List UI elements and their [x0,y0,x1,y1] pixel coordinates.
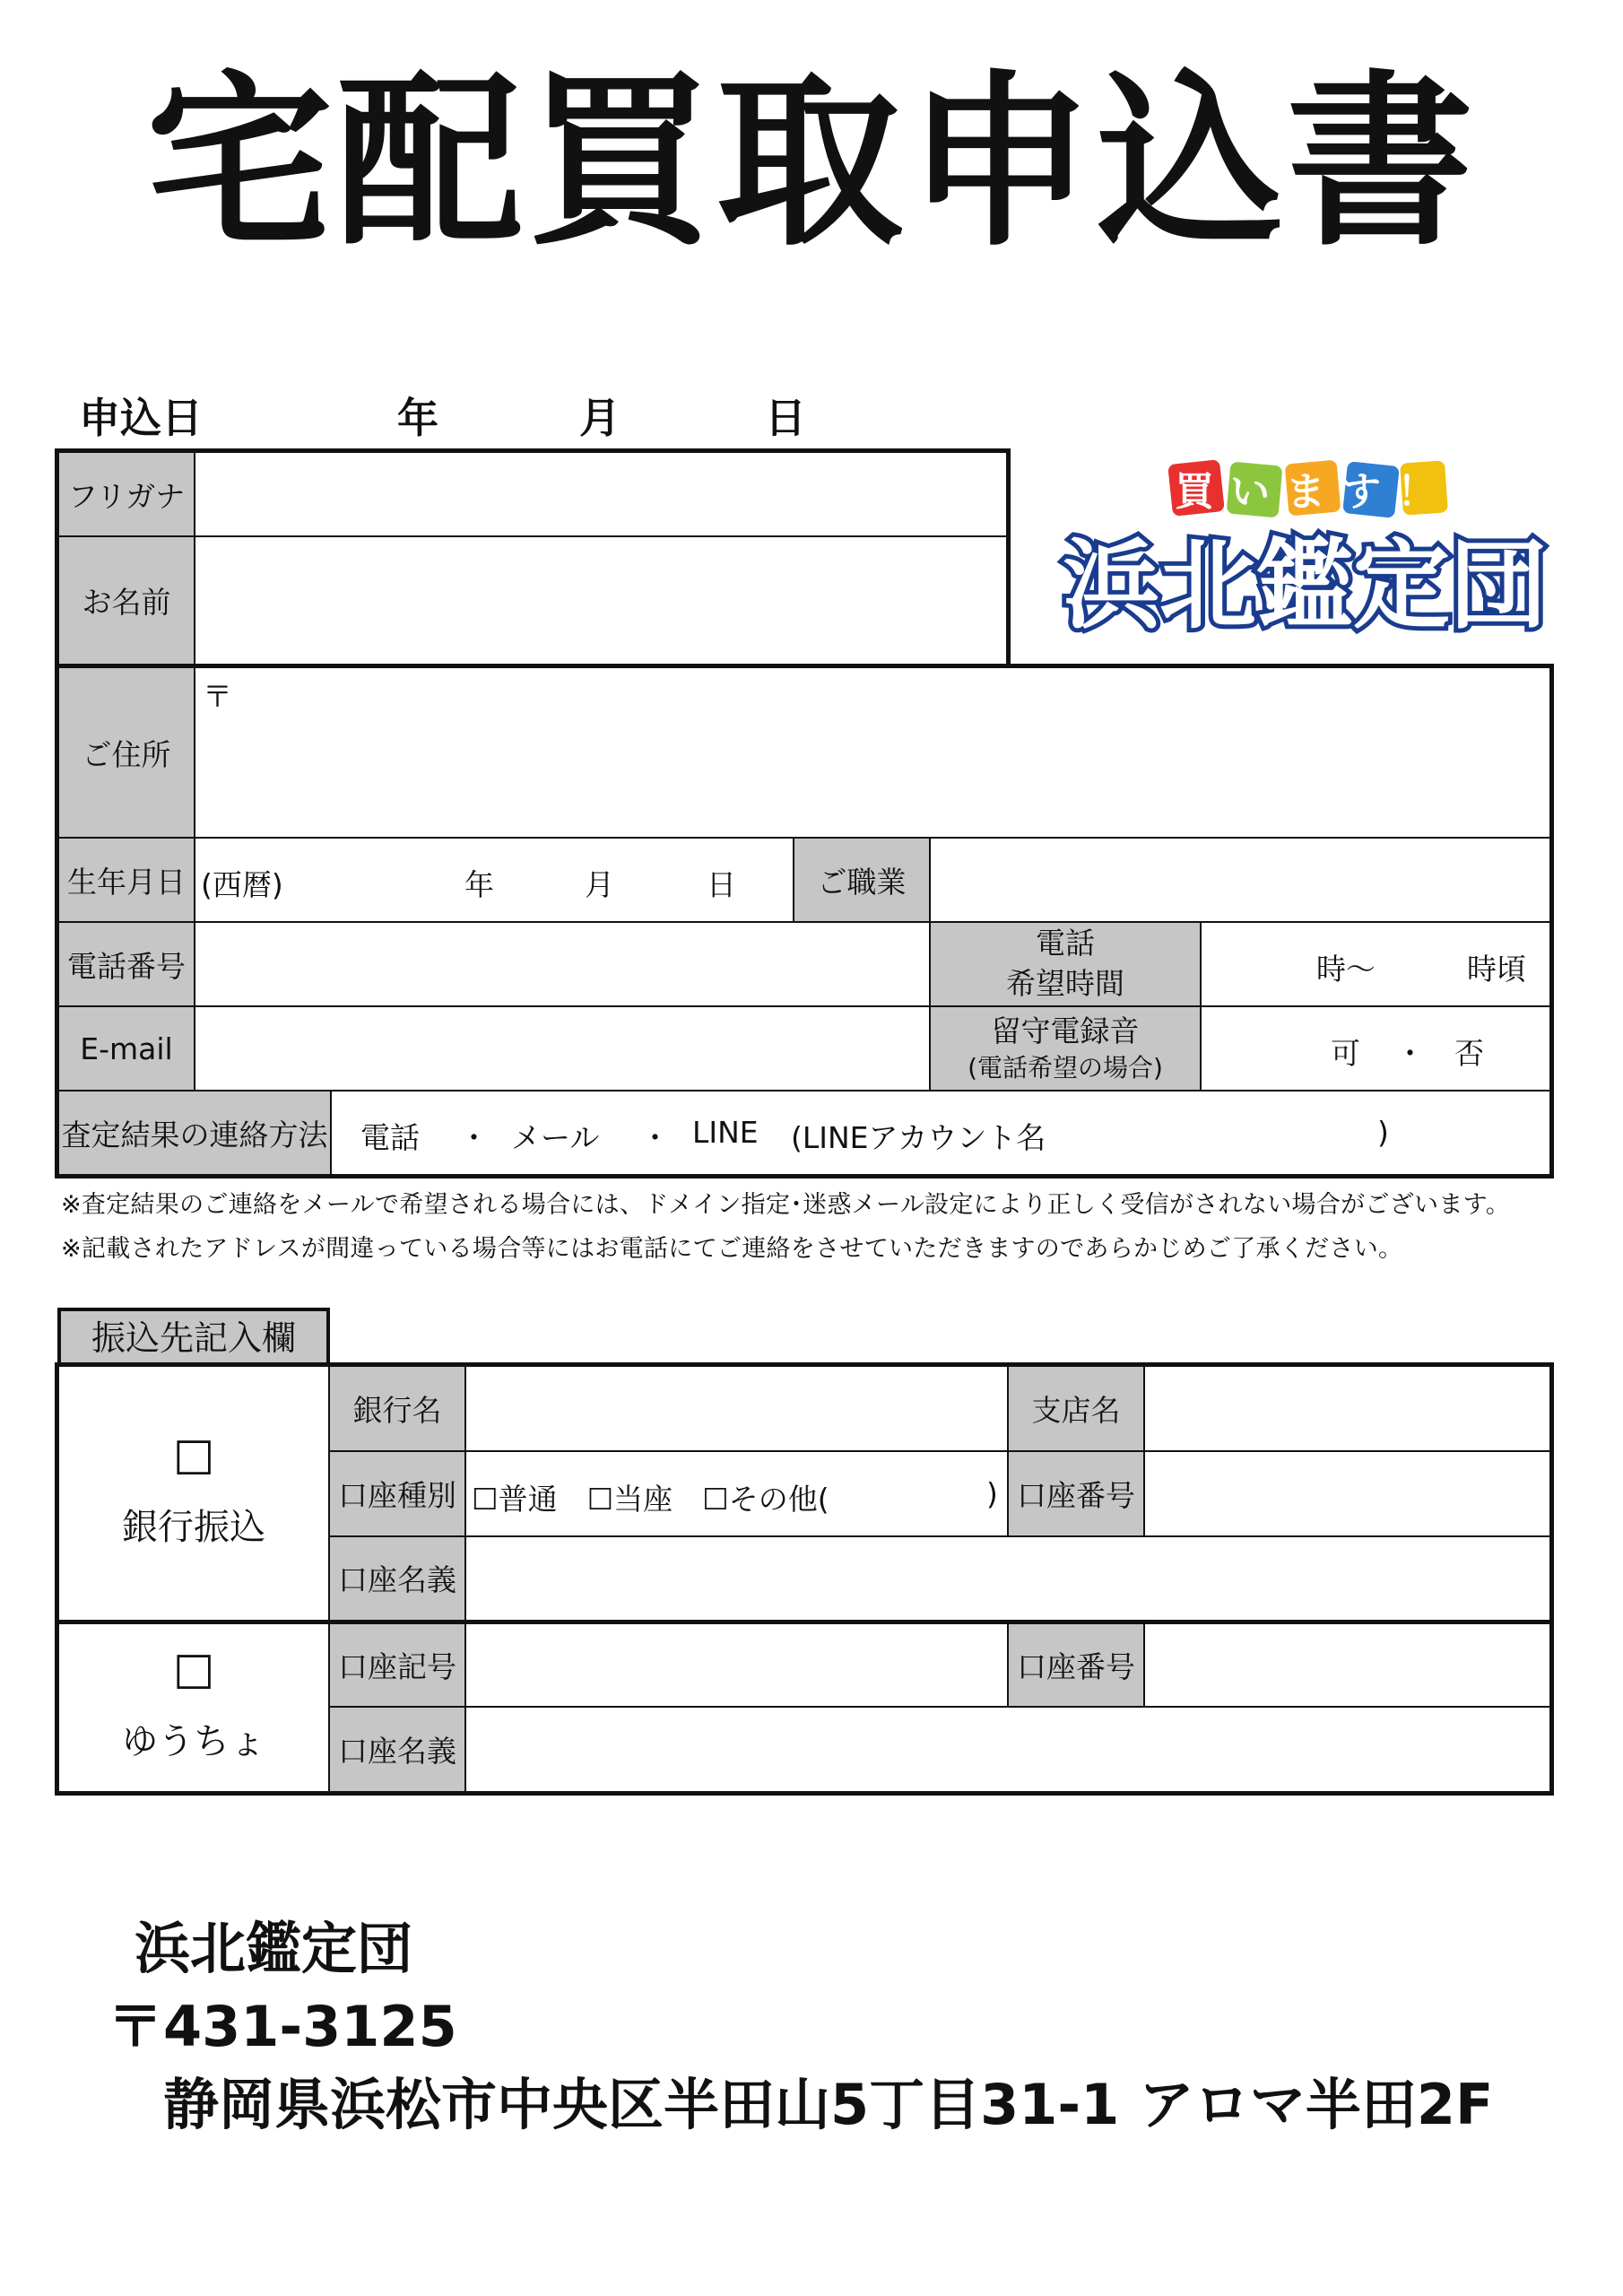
furigana-field[interactable] [195,452,1007,536]
postal-mark: 〒 [203,679,232,714]
note-wrong-address: ※記載されたアドレスが間違っている場合等にはお電話にてご連絡をさせていただきますのであらかじめご了承ください。 [61,1235,1403,1263]
bank-name-field[interactable] [465,1366,1008,1451]
bank-section-title: 振込先記入欄 [57,1308,330,1367]
email-field[interactable] [195,1006,930,1091]
yucho-symbol-field[interactable] [465,1622,1008,1707]
phone-field[interactable] [195,922,930,1006]
footer-company: 浜北鑑定団 [135,1916,413,1981]
birthdate-label: 生年月日 [58,838,195,922]
call-time-label-line2: 希望時間 [1006,966,1124,1001]
birth-year-unit: 年 [464,867,494,902]
occupation-label: ご職業 [794,838,930,922]
voicemail-label-line2: (電話希望の場合) [968,1053,1163,1083]
account-holder-field[interactable] [465,1536,1550,1622]
date-month-unit: 月 [579,394,621,442]
yucho-number-label: 口座番号 [1008,1622,1144,1707]
birth-era: (西暦) [201,867,283,902]
account-number-field[interactable] [1144,1451,1550,1536]
contact-option-phone[interactable]: 電話 [360,1120,420,1155]
line-account-name-label: (LINEアカウント名 [791,1120,1046,1155]
call-time-label [930,922,1201,1006]
page-title: 宅配買取申込書 [146,55,1477,272]
contact-separator-1: ・ [459,1120,489,1155]
logo-tagline: 買います！ [1175,469,1453,515]
bank-transfer-label: 銀行振込 [122,1507,265,1549]
occupation-field[interactable] [930,838,1550,922]
yucho-option[interactable] [58,1622,329,1792]
voicemail-yes[interactable]: 可 [1331,1036,1360,1071]
call-time-to: 時頃 [1467,952,1526,987]
contact-option-mail[interactable]: メール [511,1120,600,1155]
contact-option-line[interactable]: LINE [692,1115,759,1150]
logo-graphic [1045,453,1556,646]
applicant-table [57,666,1551,1176]
date-year-unit: 年 [397,394,438,442]
account-type-field[interactable] [465,1451,1008,1536]
date-day-unit: 日 [765,394,806,442]
note-email-reception: ※査定結果のご連絡をメールで希望される場合には、ドメイン指定･迷惑メール設定により正しく受信がされない場合がございます。 [61,1191,1511,1219]
call-time-field[interactable] [1201,922,1550,1006]
contact-separator-2: ・ [640,1120,670,1155]
yucho-holder-field[interactable] [465,1707,1550,1792]
branch-name-field[interactable] [1144,1366,1550,1451]
footer-address: 静岡県浜松市中央区半田山5丁目31-1 アロマ半田2F [163,2072,1494,2137]
phone-label: 電話番号 [58,922,195,1006]
bank-transfer-checkbox[interactable]: ☐ [172,1432,215,1487]
branch-name-label: 支店名 [1008,1366,1144,1451]
address-field[interactable] [195,667,1550,838]
voicemail-separator: ・ [1395,1036,1425,1071]
furigana-label: フリガナ [58,452,195,536]
contact-method-field[interactable] [331,1091,1550,1175]
name-field[interactable] [195,536,1007,665]
account-type-close: ) [986,1475,998,1511]
contact-method-label: 査定結果の連絡方法 [58,1091,331,1175]
account-holder-label: 口座名義 [329,1536,465,1622]
name-label: お名前 [58,536,195,665]
bank-table [57,1365,1551,1793]
birth-month-unit: 月 [585,867,614,902]
yucho-checkbox[interactable]: ☐ [172,1647,215,1701]
logo-name: 浜北鑑定団 [1062,530,1548,642]
line-account-close: ) [1377,1115,1389,1150]
bank-name-label: 銀行名 [329,1366,465,1451]
address-label: ご住所 [58,667,195,838]
account-type-options[interactable]: ☐普通 ☐当座 ☐その他( [472,1481,829,1517]
email-label: E-mail [58,1006,195,1091]
yucho-symbol-label: 口座記号 [329,1622,465,1707]
footer-postal: 〒431-3125 [108,1994,457,2059]
account-type-label: 口座種別 [329,1451,465,1536]
call-time-label-line1: 電話 [1036,926,1095,961]
yucho-label: ゆうちょ [122,1721,265,1763]
call-time-from: 時〜 [1316,952,1376,987]
voicemail-field[interactable] [1201,1006,1550,1091]
application-date-label: 申込日 [79,394,203,442]
bank-transfer-option[interactable] [58,1366,329,1622]
voicemail-label [930,1006,1201,1091]
account-number-label: 口座番号 [1008,1451,1144,1536]
yucho-number-field[interactable] [1144,1622,1550,1707]
voicemail-no[interactable]: 否 [1454,1036,1484,1071]
name-table [57,451,1008,665]
application-date-row [0,386,1623,442]
company-logo [1045,453,1556,646]
voicemail-label-line1: 留守電録音 [991,1013,1140,1048]
birth-day-unit: 日 [707,867,736,902]
yucho-holder-label: 口座名義 [329,1707,465,1792]
birthdate-field[interactable] [195,838,794,922]
